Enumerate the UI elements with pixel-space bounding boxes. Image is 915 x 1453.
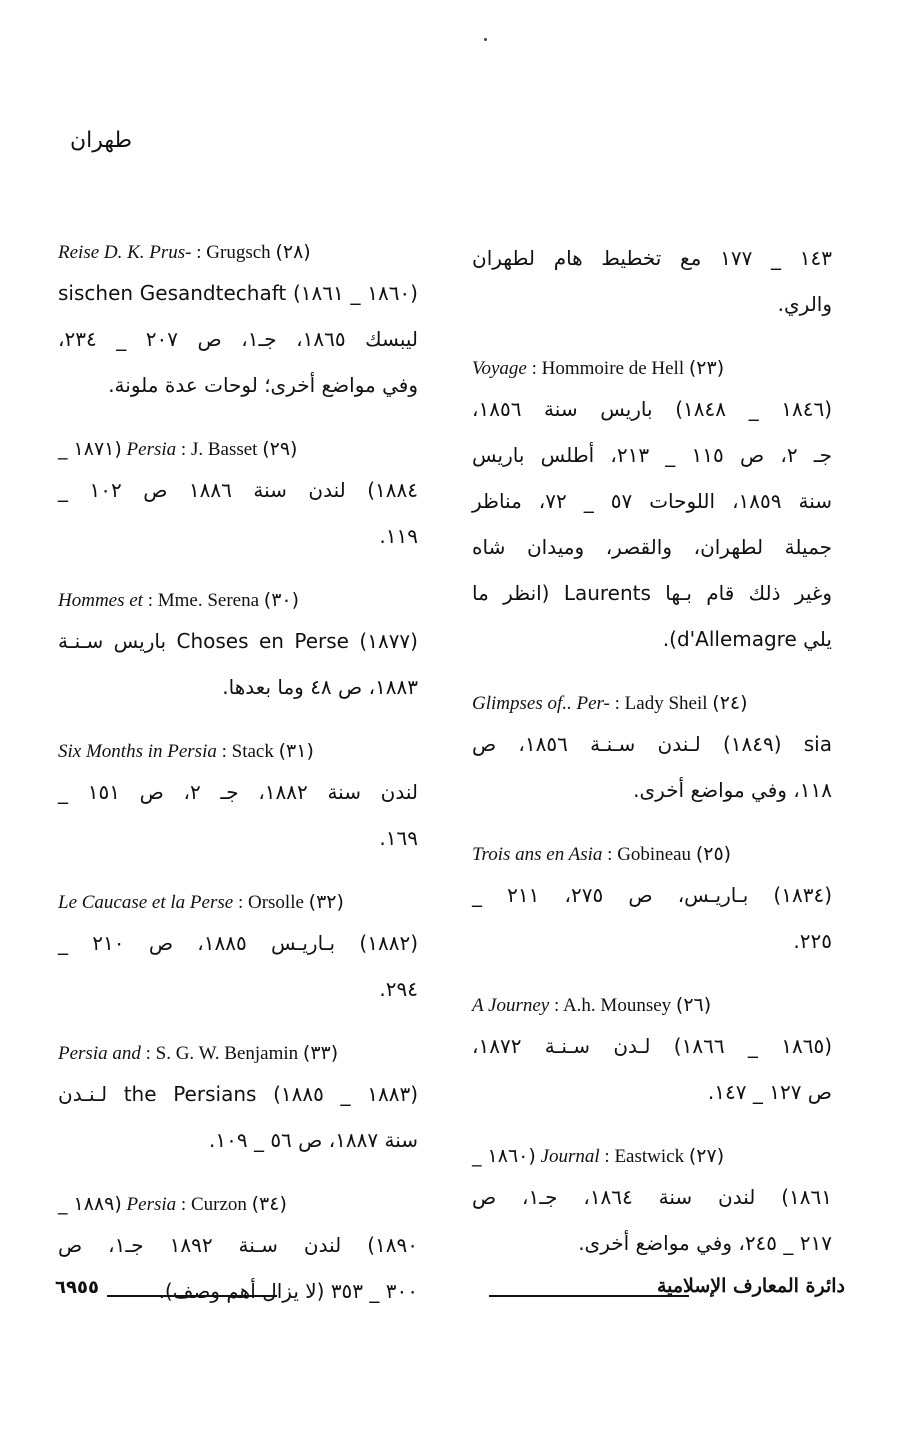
entry-separator: : [180, 439, 191, 460]
entry-heading [58, 432, 418, 467]
entry-heading [472, 837, 832, 872]
entry-number: (٢٣) [688, 357, 725, 379]
entry-heading-prefix: _ ١٨٧١) [58, 438, 122, 460]
entry-heading-prefix: _ ١٨٦٠) [472, 1145, 536, 1167]
entry-text-line: (١٨٤٦ _ ١٨٤٨) باريس سنة ١٨٥٦، [472, 397, 832, 421]
entry-text-line: سنة ١٨٨٧، ص ٥٦ _ ١٠٩. [209, 1128, 418, 1152]
entry-author: J. Basset [190, 439, 258, 460]
entry-text-line: (١٨٧٧) Choses en Perse باريس سـنـة [58, 629, 418, 653]
entry-title: Hommes et [58, 590, 143, 611]
entry-title: Glimpses of.. Per- [472, 693, 610, 714]
entry-text-line: ١١٨، وفي مواضع أخرى. [633, 778, 832, 802]
bibliography-entry [472, 1139, 832, 1266]
entry-text-line: جميلة لطهران، والقصر، وميدان شاه [472, 535, 832, 559]
footer-rule-left [107, 1295, 277, 1297]
entry-text-line: والري. [777, 292, 832, 316]
right-column [472, 235, 832, 1290]
bibliography-entry [58, 583, 418, 710]
entry-text-line: ٣٠٠ _ ٣٥٣ (لا يزال أهم وصف). [158, 1279, 418, 1303]
entry-text-line: sia (١٨٤٩) لـندن سـنـة ١٨٥٦، ص [472, 732, 832, 756]
entry-author: Eastwick [614, 1146, 685, 1167]
entry-text-line: وفي مواضع أخرى؛ لوحات عدة ملونة. [108, 373, 418, 397]
entry-text-line: ليبسك ١٨٦٥، جـ١، ص ٢٠٧ _ ٢٣٤، [58, 327, 418, 351]
entry-text-line: وغير ذلك قام بـها Laurents (انظر ما [472, 581, 833, 605]
entry-text-line: سنة ١٨٥٩، اللوحات ٥٧ _ ٧٢، مناظر [472, 489, 833, 513]
entry-text-line: جـ ٢، ص ١١٥ _ ٢١٣، أطلس باريس [472, 443, 832, 467]
entry-heading [472, 351, 832, 386]
entry-title: Voyage [472, 358, 527, 379]
entry-heading [58, 734, 418, 769]
entry-number: (٢٤) [712, 692, 748, 714]
entry-heading [472, 1139, 832, 1174]
entry-separator: : [607, 844, 618, 865]
bibliography-entry [58, 235, 418, 408]
entry-number: (٢٧) [688, 1145, 725, 1167]
entry-title: Journal [540, 1146, 600, 1167]
entry-separator: : [145, 1043, 156, 1064]
entry-author: Hommoire de Hell [541, 358, 685, 379]
entry-author: Orsolle [247, 892, 304, 913]
entry-number: (٢٦) [675, 994, 712, 1016]
entry-text-line: ١٤٣ _ ١٧٧ مع تخطيط هام لطهران [472, 246, 832, 270]
left-column [58, 235, 418, 1338]
entry-text-line: (١٨٨٢) بـاريـس ١٨٨٥، ص ٢١٠ _ [58, 931, 418, 955]
entry-title: Le Caucase et la Perse [58, 892, 234, 913]
entry-heading [58, 1036, 418, 1071]
entry-separator: : [614, 693, 625, 714]
entry-title: Persia [126, 1194, 177, 1215]
entry-title: Trois ans en Asia [472, 844, 603, 865]
entry-number: (٣٣) [302, 1042, 339, 1064]
entry-title: Persia [126, 439, 177, 460]
entry-separator: : [196, 242, 207, 263]
entry-text-line: ١٨٦١) لندن سنة ١٨٦٤، جـ١، ص [472, 1185, 832, 1209]
bibliography-entry [58, 734, 418, 861]
entry-text-line: (١٨٣٤) بـاريـس، ص ٢٧٥، ٢١١ _ [472, 883, 832, 907]
entry-number: (٣٤) [251, 1193, 287, 1215]
entry-author: Lady Sheil [624, 693, 708, 714]
entry-number: (٢٥) [695, 843, 732, 865]
entry-heading [472, 686, 832, 721]
journal-title: دائرة المعارف الإسلامية [656, 1275, 845, 1297]
bibliography-entry [472, 686, 832, 813]
entry-separator: : [180, 1194, 191, 1215]
entry-text-line: ١٨٩٠) لندن سـنة ١٨٩٢ جـ١، ص [58, 1233, 418, 1257]
entry-heading-prefix: _ ١٨٨٩) [58, 1193, 122, 1215]
bibliography-entry [472, 988, 832, 1115]
page-footer [55, 1275, 845, 1315]
entry-title: Persia and [58, 1043, 141, 1064]
entry-heading [472, 988, 832, 1023]
entry-separator: : [604, 1146, 615, 1167]
entry-title: A Journey [472, 995, 550, 1016]
entry-separator: : [531, 358, 542, 379]
entry-heading [58, 885, 418, 920]
entry-text-line: ٢١٧ _ ٢٤٥، وفي مواضع أخرى. [578, 1231, 832, 1255]
bibliography-entry [58, 885, 418, 1012]
entry-separator: : [237, 892, 248, 913]
entry-text-line: ١٦٩. [379, 826, 418, 850]
entry-text-line: (١٨٦٠ _ ١٨٦١) sischen Gesandtechaft [58, 281, 418, 305]
entry-heading [58, 1187, 418, 1222]
entry-text-line: ١٨٨٤) لندن سنة ١٨٨٦ ص ١٠٢ _ [58, 478, 418, 502]
entry-author: Curzon [190, 1194, 247, 1215]
entry-text-line: ١١٩. [379, 524, 418, 548]
entry-heading [58, 235, 418, 270]
entry-number: (٣١) [278, 740, 314, 762]
entry-text-line: ٢٩٤. [379, 977, 418, 1001]
entry-author: Mme. Serena [157, 590, 260, 611]
ink-speck [484, 38, 487, 41]
entry-text-line: ١٨٨٣، ص ٤٨ وما بعدها. [222, 675, 418, 699]
entry-author: S. G. W. Benjamin [155, 1043, 299, 1064]
bibliography-entry [58, 1036, 418, 1163]
bibliography-entry [472, 351, 832, 662]
entry-separator: : [147, 590, 158, 611]
page-header-title: طهران [70, 128, 133, 153]
entry-separator: : [553, 995, 563, 1016]
entry-title: Reise D. K. Prus- [58, 242, 192, 263]
entry-author: Gobineau [617, 844, 692, 865]
entry-author: Grugsch [206, 242, 271, 263]
entry-number: (٣٠) [263, 589, 300, 611]
entry-author: Stack [231, 741, 274, 762]
entry-title: Six Months in Persia [58, 741, 217, 762]
entry-number: (٢٨) [275, 241, 311, 263]
entry-text-line: ص ١٢٧ _ ١٤٧. [707, 1080, 832, 1104]
entry-number: (٣٢) [308, 891, 344, 913]
bibliography-entry [58, 432, 418, 559]
entry-text-line: يلي d'Allemagre). [662, 627, 832, 651]
entry-text-line: لندن سنة ١٨٨٢، جـ ٢، ص ١٥١ _ [58, 780, 418, 804]
entry-author: A.h. Mounsey [562, 995, 672, 1016]
entry-separator: : [221, 741, 232, 762]
page-number: ٦٩٥٥ [55, 1277, 99, 1298]
entry-text-line: (١٨٨٣ _ ١٨٨٥) the Persians لـنـدن [58, 1082, 419, 1106]
bibliography-entry [472, 235, 832, 327]
entry-text-line: ٢٢٥. [793, 929, 832, 953]
bibliography-entry [472, 837, 832, 964]
entry-heading [58, 583, 418, 618]
entry-number: (٢٩) [262, 438, 298, 460]
entry-text-line: (١٨٦٥ _ ١٨٦٦) لـدن سـنـة ١٨٧٢، [472, 1034, 832, 1058]
